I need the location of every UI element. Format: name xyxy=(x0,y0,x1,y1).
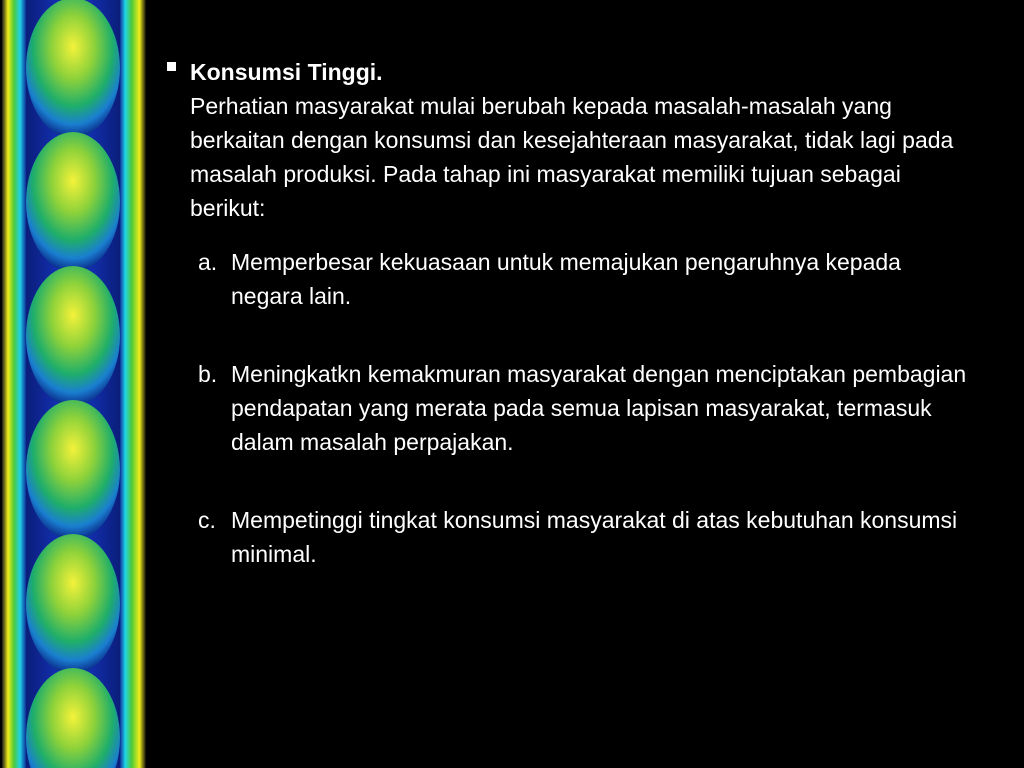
square-bullet-icon xyxy=(167,62,176,71)
decorative-pod xyxy=(26,0,120,138)
list-item xyxy=(160,357,971,459)
list-item-text: Memperbesar kekuasaan untuk memajukan pengaruhnya kepada negara lain. xyxy=(231,249,901,309)
main-bullet xyxy=(160,55,980,225)
list-item-text: Mempetinggi tingkat konsumsi masyarakat di atas kebutuhan konsumsi minimal. xyxy=(231,507,958,567)
list-item xyxy=(160,245,971,313)
list-marker: b. xyxy=(198,361,218,387)
list-marker: c. xyxy=(198,507,216,533)
bullet-heading: Konsumsi Tinggi. xyxy=(190,59,383,85)
decorative-border xyxy=(0,0,148,768)
bullet-paragraph: Perhatian masyarakat mulai berubah kepada masalah-masalah yang berkaitan dengan konsumsi dan kesejahteraan masyarakat, tidak lagi pada masalah produksi. Pada tahap ini masyarakat memiliki tujuan sebagai berikut: xyxy=(190,93,954,221)
decorative-pod xyxy=(26,132,120,272)
list-item xyxy=(160,503,971,571)
decorative-pod xyxy=(26,400,120,540)
decorative-pod xyxy=(26,266,120,406)
slide-content xyxy=(160,55,980,615)
list-item-text: Meningkatkn kemakmuran masyarakat dengan menciptakan pembagian pendapatan yang merata pada semua lapisan masyarakat, termasuk dalam masalah perpajakan. xyxy=(231,361,967,455)
list-marker: a. xyxy=(198,249,218,275)
objectives-list xyxy=(160,245,980,571)
decorative-pod xyxy=(26,534,120,674)
